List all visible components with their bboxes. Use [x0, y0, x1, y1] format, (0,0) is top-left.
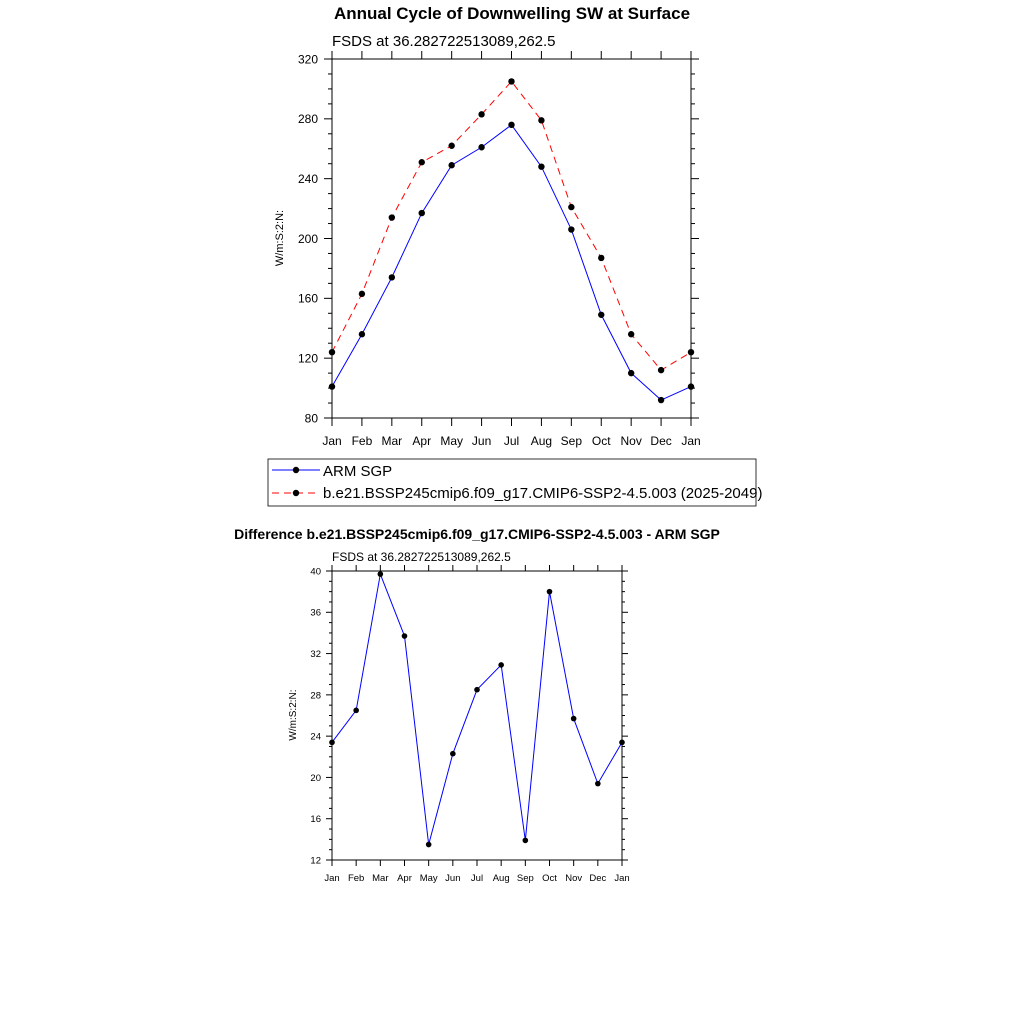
data-point: [419, 210, 425, 216]
x-tick-label: Dec: [589, 873, 607, 884]
data-point: [688, 383, 694, 389]
x-tick-label: Nov: [620, 434, 642, 448]
data-point: [448, 162, 454, 168]
data-point: [450, 751, 456, 757]
legend-marker-model: [293, 490, 299, 496]
y-tick-label: 24: [310, 731, 321, 743]
y-tick-label: 280: [297, 112, 318, 127]
data-point: [619, 740, 625, 746]
data-point: [571, 716, 577, 722]
y-tick-label: 240: [297, 171, 318, 186]
x-tick-label: Sep: [516, 873, 534, 884]
data-point: [538, 164, 544, 170]
data-point: [628, 370, 634, 376]
data-point: [658, 367, 664, 373]
difference-y-axis-label: W/m:S:2:N:: [288, 689, 299, 741]
difference-chart-subtitle: FSDS at 36.282722513089,262.5: [332, 550, 511, 564]
x-tick-label: Apr: [412, 434, 432, 448]
y-tick-label: 12: [310, 855, 321, 867]
x-tick-label: Jul: [470, 873, 484, 884]
chart-subtitle: FSDS at 36.282722513089,262.5: [332, 33, 556, 50]
x-tick-label: Jan: [322, 434, 342, 448]
x-tick-label: Nov: [565, 873, 583, 884]
y-tick-label: 36: [310, 607, 321, 619]
difference-chart: [234, 526, 720, 884]
series-line-0: [332, 574, 622, 844]
y-tick-label: 200: [297, 231, 318, 246]
data-point: [474, 687, 480, 693]
y-tick-label: 80: [304, 411, 318, 426]
series-line-0: [332, 125, 691, 400]
data-point: [329, 740, 335, 746]
series-group: [329, 78, 694, 403]
data-point: [595, 781, 601, 787]
data-point: [329, 383, 335, 389]
data-point: [419, 159, 425, 165]
data-point: [568, 204, 574, 210]
data-point: [378, 571, 384, 577]
legend-marker-arm-sgp: [293, 467, 299, 473]
difference-y-tick-labels: [310, 566, 321, 866]
x-tick-label: Mar: [372, 873, 389, 884]
difference-x-tick-labels: [324, 873, 629, 884]
x-tick-label: Mar: [381, 434, 403, 448]
x-tick-label: Jan: [324, 873, 340, 884]
data-point: [688, 349, 694, 355]
y-tick-label: 32: [310, 648, 321, 660]
legend-label-arm-sgp: ARM SGP: [323, 463, 393, 480]
y-tick-label: 320: [297, 52, 318, 67]
y-tick-label: 28: [310, 690, 321, 702]
difference-chart-title: Difference b.e21.BSSP245cmip6.f09_g17.CMIP6-SSP2-4.5.003 - ARM SGP: [234, 526, 720, 542]
x-tick-label: Jun: [445, 873, 461, 884]
data-point: [538, 117, 544, 123]
data-point: [329, 349, 335, 355]
x-tick-label: Jul: [503, 434, 520, 448]
x-tick-label: Apr: [397, 873, 412, 884]
plot-frame: [332, 59, 691, 418]
y-tick-label: 20: [310, 772, 321, 784]
y-tick-label: 40: [310, 566, 321, 578]
x-tick-label: Oct: [591, 434, 611, 448]
chart-title: Annual Cycle of Downwelling SW at Surface: [333, 4, 691, 23]
data-point: [389, 214, 395, 220]
x-tick-label: Jan: [614, 873, 630, 884]
legend: [268, 459, 762, 506]
x-tick-label: Aug: [530, 434, 553, 448]
y-tick-labels: [298, 52, 318, 425]
x-tick-label: Jan: [681, 434, 701, 448]
data-point: [359, 331, 365, 337]
annual-cycle-chart: [268, 4, 762, 506]
legend-label-model: b.e21.BSSP245cmip6.f09_g17.CMIP6-SSP2-4.5.003 (2025-2049): [323, 485, 763, 502]
y-axis-label: W/m:S:2:N:: [274, 209, 286, 267]
data-point: [359, 291, 365, 297]
data-point: [498, 662, 504, 668]
y-tick-label: 16: [310, 814, 321, 826]
data-point: [508, 78, 514, 84]
data-point: [598, 255, 604, 261]
x-tick-label: Oct: [542, 873, 557, 884]
x-tick-label: Dec: [650, 434, 672, 448]
y-tick-label: 120: [297, 351, 318, 366]
data-point: [402, 633, 408, 639]
x-tick-label: Sep: [560, 434, 583, 448]
axis-ticks: [324, 51, 699, 426]
difference-series-group: [329, 571, 625, 847]
data-point: [426, 842, 432, 848]
data-point: [478, 144, 484, 150]
data-point: [508, 122, 514, 128]
x-tick-labels: [322, 434, 700, 448]
x-tick-label: Jun: [471, 434, 492, 448]
data-point: [448, 143, 454, 149]
x-tick-label: Feb: [347, 873, 365, 884]
x-tick-label: May: [419, 873, 438, 884]
data-point: [547, 589, 553, 595]
x-tick-label: May: [440, 434, 464, 448]
data-point: [353, 708, 359, 714]
data-point: [568, 226, 574, 232]
data-point: [658, 397, 664, 403]
data-point: [389, 274, 395, 280]
data-point: [478, 111, 484, 117]
x-tick-label: Feb: [351, 434, 373, 448]
difference-axis-ticks: [326, 565, 628, 866]
y-tick-label: 160: [297, 291, 318, 306]
data-point: [523, 838, 529, 844]
data-point: [598, 312, 604, 318]
data-point: [628, 331, 634, 337]
x-tick-label: Aug: [492, 873, 510, 884]
difference-plot-frame: [332, 571, 622, 860]
